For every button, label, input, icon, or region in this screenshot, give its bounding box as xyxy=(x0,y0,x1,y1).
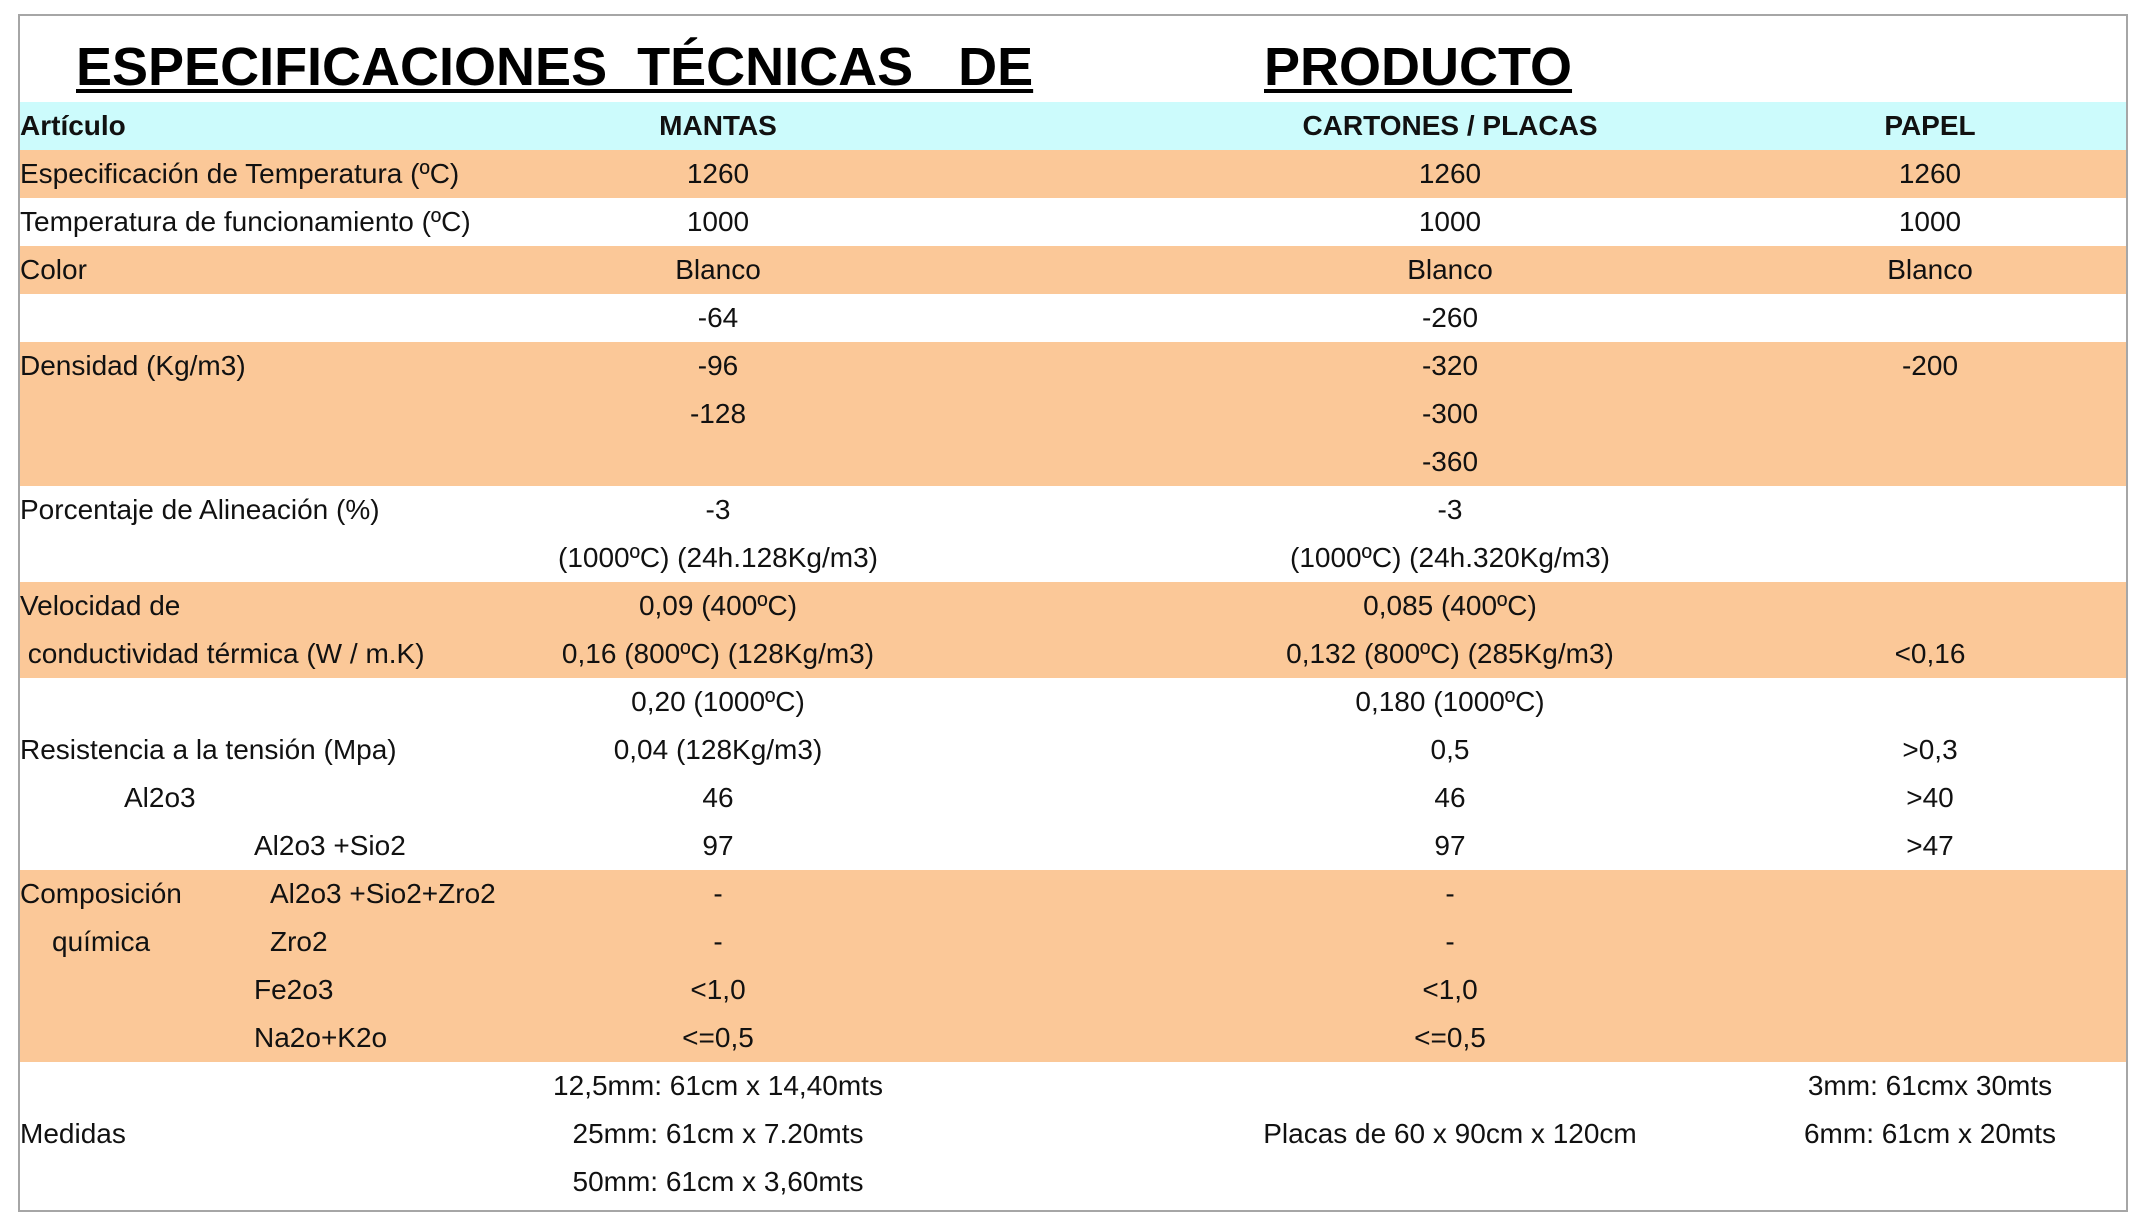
cell-mantas: 0,16 (800ºC) (128Kg/m3) xyxy=(561,638,875,669)
cell-cartones: 0,180 (1000ºC) xyxy=(1355,686,1545,717)
row-label: Al2o3 +Sio2 xyxy=(254,830,406,861)
cell-mantas: Blanco xyxy=(675,254,761,285)
cell-mantas: 12,5mm: 61cm x 14,40mts xyxy=(553,1070,883,1101)
table-row xyxy=(20,822,2126,870)
cell-mantas: <=0,5 xyxy=(682,1022,754,1053)
cell-papel xyxy=(1710,486,2128,534)
cell-mantas: -128 xyxy=(689,398,747,429)
cell-papel xyxy=(1710,438,2128,486)
cell-mantas: 0,04 (128Kg/m3) xyxy=(613,734,823,765)
cell-mantas: 0,09 (400ºC) xyxy=(638,590,798,621)
cell-cartones: -3 xyxy=(1437,494,1463,525)
row-label: conductividad térmica (W / m.K) xyxy=(20,638,425,669)
cell-papel xyxy=(1710,294,2128,342)
header-cartones-placas: CARTONES / PLACAS xyxy=(1302,110,1598,141)
cell-mantas: - xyxy=(713,878,723,909)
cell-papel: >0,3 xyxy=(1902,734,1958,765)
row-label: Resistencia a la tensión (Mpa) xyxy=(20,734,397,765)
cell-cartones: 0,132 (800ºC) (285Kg/m3) xyxy=(1286,638,1614,669)
cell-cartones: 0,5 xyxy=(1430,734,1470,765)
cell-mantas: -96 xyxy=(697,350,739,381)
cell-papel xyxy=(1710,390,2128,438)
row-label: química xyxy=(52,926,151,957)
cell-papel: 6mm: 61cm x 20mts xyxy=(1803,1118,2057,1149)
cell-cartones: 97 xyxy=(1434,830,1466,861)
table-row xyxy=(20,582,2126,630)
table-row xyxy=(20,534,2126,582)
table-row xyxy=(20,486,2126,534)
cell-mantas: <1,0 xyxy=(690,974,746,1005)
cell-papel xyxy=(1710,678,2128,726)
row-label: Na2o+K2o xyxy=(254,1022,388,1053)
cell-mantas: -3 xyxy=(705,494,731,525)
header-articulo: Artículo xyxy=(20,110,126,141)
row-label: Densidad (Kg/m3) xyxy=(20,350,246,381)
cell-cartones: Placas de 60 x 90cm x 120cm xyxy=(1263,1118,1637,1149)
header-papel: PAPEL xyxy=(1884,110,1976,141)
page-title: ESPECIFICACIONES TÉCNICAS DE xyxy=(76,37,1034,97)
row-label: Composición xyxy=(20,878,182,909)
cell-papel: >47 xyxy=(1906,830,1954,861)
cell-cartones xyxy=(1230,1158,1670,1206)
table-row xyxy=(20,150,2126,198)
cell-papel: 3mm: 61cmx 30mts xyxy=(1807,1070,2053,1101)
table-row xyxy=(20,1110,2126,1158)
cell-cartones: -300 xyxy=(1421,398,1479,429)
table-row xyxy=(20,774,2126,822)
cell-cartones: <=0,5 xyxy=(1414,1022,1486,1053)
table-row xyxy=(20,1062,2126,1110)
table-row xyxy=(20,294,2126,342)
table-row xyxy=(20,1158,2126,1206)
table-row xyxy=(20,630,2126,678)
table-row xyxy=(20,198,2126,246)
cell-mantas: 46 xyxy=(702,782,734,813)
cell-papel: 1000 xyxy=(1898,206,1962,237)
cell-cartones: <1,0 xyxy=(1422,974,1478,1005)
cell-papel xyxy=(1710,966,2128,1014)
row-sublabel: Al2o3 +Sio2+Zro2 xyxy=(270,878,496,909)
cell-papel: <0,16 xyxy=(1894,638,1966,669)
cell-papel xyxy=(1710,870,2128,918)
cell-papel xyxy=(1710,582,2128,630)
header-mantas: MANTAS xyxy=(659,110,777,141)
cell-papel xyxy=(1710,534,2128,582)
cell-cartones: -360 xyxy=(1421,446,1479,477)
cell-cartones: (1000ºC) (24h.320Kg/m3) xyxy=(1290,542,1610,573)
cell-mantas: 25mm: 61cm x 7.20mts xyxy=(572,1118,864,1149)
cell-mantas: 97 xyxy=(702,830,734,861)
row-label: Al2o3 xyxy=(124,782,196,813)
table-row xyxy=(20,438,2126,486)
cell-mantas: 50mm: 61cm x 3,60mts xyxy=(572,1166,864,1197)
cell-mantas xyxy=(498,438,938,486)
cell-mantas: -64 xyxy=(697,302,739,333)
spec-sheet xyxy=(18,14,2128,1212)
cell-cartones xyxy=(1230,1062,1670,1110)
cell-papel xyxy=(1710,1014,2128,1062)
cell-papel: >40 xyxy=(1906,782,1954,813)
cell-cartones: - xyxy=(1445,926,1455,957)
row-label: Especificación de Temperatura (ºC) xyxy=(20,158,460,189)
table-row xyxy=(20,678,2126,726)
table-row xyxy=(20,966,2126,1014)
cell-cartones: -260 xyxy=(1421,302,1479,333)
page-title-product: PRODUCTO xyxy=(1264,37,1573,97)
cell-mantas: (1000ºC) (24h.128Kg/m3) xyxy=(558,542,878,573)
header-row xyxy=(20,102,2126,150)
table-row xyxy=(20,342,2126,390)
row-label: Porcentaje de Alineación (%) xyxy=(20,494,380,525)
cell-cartones: 1000 xyxy=(1418,206,1482,237)
table-row xyxy=(20,726,2126,774)
cell-papel: Blanco xyxy=(1887,254,1973,285)
row-label: Color xyxy=(20,254,87,285)
table-row xyxy=(20,390,2126,438)
cell-cartones: Blanco xyxy=(1407,254,1493,285)
cell-papel: 1260 xyxy=(1898,158,1962,189)
cell-papel: -200 xyxy=(1901,350,1959,381)
cell-mantas: 0,20 (1000ºC) xyxy=(631,686,805,717)
row-label: Velocidad de xyxy=(20,590,181,621)
table-row xyxy=(20,918,2126,966)
cell-cartones: 46 xyxy=(1434,782,1466,813)
table-row xyxy=(20,870,2126,918)
row-label: Medidas xyxy=(20,1118,126,1149)
cell-papel xyxy=(1710,1158,2128,1206)
row-label: Temperatura de funcionamiento (ºC) xyxy=(20,206,471,237)
cell-cartones: 0,085 (400ºC) xyxy=(1363,590,1537,621)
table-row xyxy=(20,246,2126,294)
cell-cartones: -320 xyxy=(1421,350,1479,381)
row-sublabel: Zro2 xyxy=(270,926,328,957)
cell-mantas: - xyxy=(713,926,723,957)
cell-cartones: 1260 xyxy=(1418,158,1482,189)
cell-mantas: 1000 xyxy=(686,206,750,237)
table-row xyxy=(20,1014,2126,1062)
title-row xyxy=(20,16,2126,102)
cell-papel xyxy=(1710,918,2128,966)
cell-cartones: - xyxy=(1445,878,1455,909)
cell-mantas: 1260 xyxy=(686,158,750,189)
row-label: Fe2o3 xyxy=(254,974,334,1005)
